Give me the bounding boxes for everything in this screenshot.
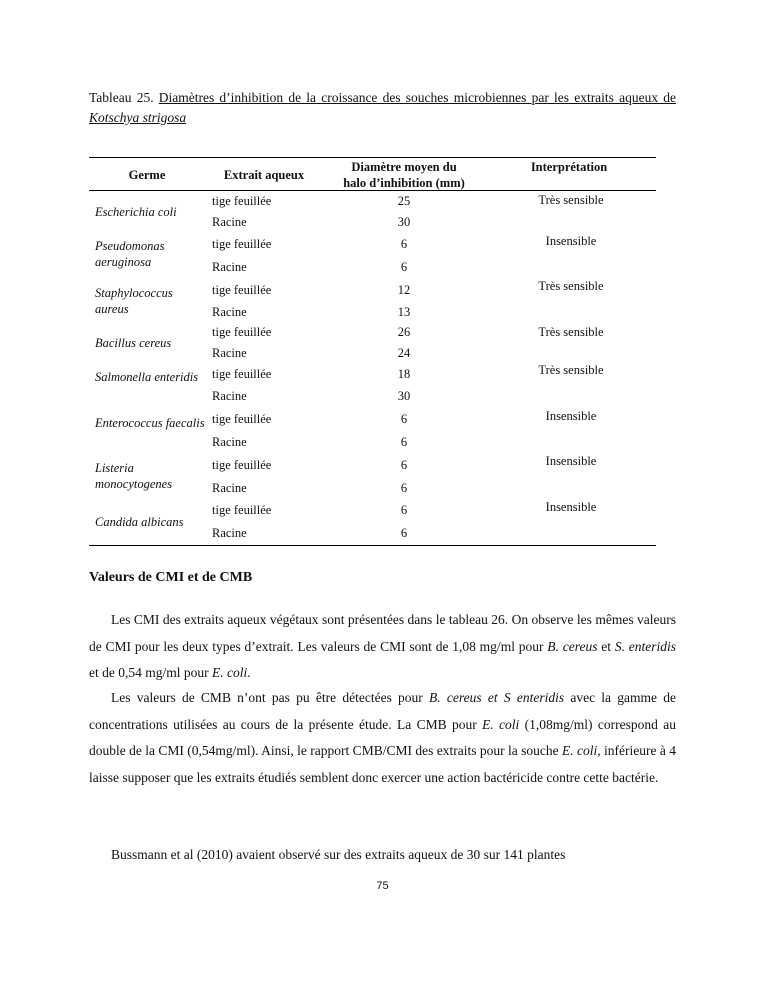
extract-cell: tige feuillée [212, 325, 272, 339]
header-diameter: Diamètre moyen du halo d’inhibition (mm) [343, 160, 465, 190]
interpretation-cell: Très sensible [538, 325, 604, 339]
diameter-cell: 13 [397, 305, 411, 319]
extract-cell: Racine [212, 346, 247, 360]
header-extract: Extrait aqueux [223, 168, 305, 182]
inhibition-table [89, 157, 656, 546]
interpretation-cell: Très sensible [538, 279, 604, 293]
caption-species: Kotschya strigosa [89, 110, 187, 125]
germ-name: Bacillus cereus [95, 336, 172, 350]
extract-cell: tige feuillée [212, 458, 272, 472]
germ-name: Salmonella enteridis [95, 370, 199, 384]
interpretation-cell: Insensible [545, 454, 597, 468]
extract-cell: tige feuillée [212, 412, 272, 426]
germ-name: Enterococcus faecalis [95, 416, 205, 430]
extract-cell: tige feuillée [212, 503, 272, 517]
section-heading: Valeurs de CMI et de CMB [89, 570, 253, 585]
extract-cell: tige feuillée [212, 367, 272, 381]
page-number: 75 [376, 880, 389, 892]
germ-name: Escherichia coli [95, 205, 177, 219]
extract-cell: tige feuillée [212, 283, 272, 297]
germ-name: Candida albicans [95, 515, 184, 529]
paragraph-bussmann: Bussmann et al (2010) avaient observé sur des extraits aqueux de 30 sur 141 plantes [111, 847, 566, 862]
header-interpretation: Interprétation [530, 160, 608, 174]
interpretation-cell: Insensible [545, 234, 597, 248]
interpretation-cell: Très sensible [538, 193, 604, 207]
interpretation-cell: Insensible [545, 409, 597, 423]
diameter-cell: 24 [397, 346, 411, 360]
germ-name: Pseudomonas aeruginosa [95, 239, 165, 269]
germ-name: Listeria monocytogenes [95, 461, 173, 491]
extract-cell: Racine [212, 389, 247, 403]
extract-cell: Racine [212, 481, 247, 495]
diameter-cell: 6 [400, 260, 408, 274]
interpretation-cell: Insensible [545, 500, 597, 514]
paragraph-cmb: Les valeurs de CMB n’ont pas pu être détectées pour B. cereus et S enteridis avec la gamme de concentrations utilisées au cours de la présente étude. La CMB pour E. coli (1,08mg/ml) correspond au double de la CMI (0,54mg/ml). Ainsi, le rapport CMB/CMI des extraits pour la souche E. coli, inférieure à 4 laisse supposer que les extraits étudiés semblent donc exercer une action bactéricide contre cette bactérie. [89, 690, 676, 785]
diameter-cell: 26 [397, 325, 411, 339]
diameter-cell: 6 [400, 435, 408, 449]
extract-cell: Racine [212, 305, 247, 319]
caption-title: Diamètres d’inhibition de la croissance des souches microbiennes par les extraits aqueux de Kotschya strigosa [89, 90, 677, 125]
diameter-cell: 25 [397, 194, 411, 208]
diameter-cell: 6 [400, 503, 408, 517]
header-germ: Germe [128, 168, 166, 182]
diameter-cell: 6 [400, 526, 408, 540]
diameter-cell: 30 [397, 215, 411, 229]
diameter-cell: 30 [397, 389, 411, 403]
diameter-cell: 18 [397, 367, 411, 381]
paragraph-cmi: Les CMI des extraits aqueux végétaux sont présentées dans le tableau 26. On observe les mêmes valeurs de CMI pour les deux types d’extrait. Les valeurs de CMI sont de 1,08 mg/ml pour B. cereus et S. enteridis et de 0,54 mg/ml pour E. coli. [89, 612, 677, 680]
table-caption [89, 88, 676, 128]
extract-cell: Racine [212, 435, 247, 449]
extract-cell: tige feuillée [212, 237, 272, 251]
extract-cell: tige feuillée [212, 194, 272, 208]
germ-name: Staphylococcus aureus [95, 286, 173, 316]
diameter-cell: 6 [400, 458, 408, 472]
diameter-cell: 6 [400, 481, 408, 495]
caption-prefix: Tableau 25. [89, 90, 154, 105]
diameter-cell: 12 [397, 283, 411, 297]
diameter-cell: 6 [400, 237, 408, 251]
extract-cell: Racine [212, 526, 247, 540]
diameter-cell: 6 [400, 412, 408, 426]
extract-cell: Racine [212, 260, 247, 274]
interpretation-cell: Très sensible [538, 363, 604, 377]
extract-cell: Racine [212, 215, 247, 229]
